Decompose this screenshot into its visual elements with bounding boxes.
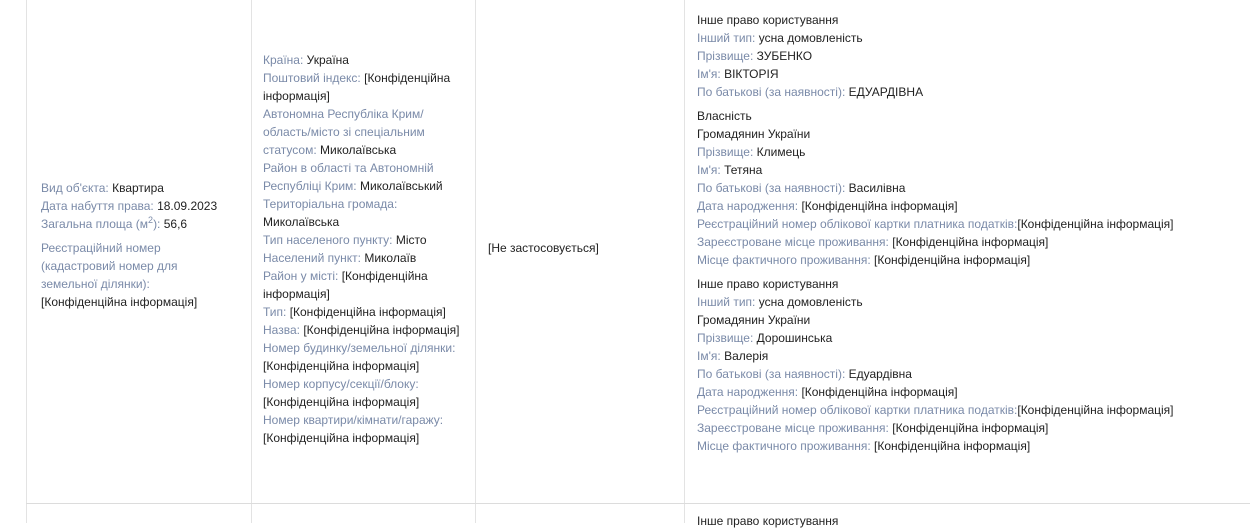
acquisition-date-row: [41, 197, 246, 215]
person-3-tax-label: Реєстраційний номер облікової картки платника податків:: [697, 403, 1018, 417]
person-2-name-label: Ім'я:: [697, 163, 721, 177]
object-info-cell: [41, 179, 246, 311]
city-district-value-cont: інформація]: [263, 287, 330, 301]
region-value: Миколаївська: [320, 143, 397, 157]
building-number-value: [Конфіденційна інформація]: [263, 359, 420, 373]
person-3-citizenship: Громадянин України: [697, 313, 811, 327]
district-label-1: Район в області та Автономній: [263, 161, 434, 175]
settlement-label: Населений пункт:: [263, 251, 361, 265]
person-3-actual-place-value: [Конфіденційна інформація]: [874, 439, 1031, 453]
not-applicable-cell: [488, 239, 599, 257]
person-3-surname-label: Прізвище:: [697, 331, 754, 345]
person-1-name-label: Ім'я:: [697, 67, 721, 81]
settlement-value: Миколаїв: [364, 251, 417, 265]
person-2-birth-label: Дата народження:: [697, 199, 799, 213]
person-2-patronymic-value: Василівна: [848, 181, 906, 195]
city-district-value: [Конфіденційна: [341, 269, 428, 283]
person-2-reg-place-value: [Конфіденційна інформація]: [892, 235, 1049, 249]
region-label-1: Автономна Республіка Крим/: [263, 107, 424, 121]
total-area-value: 56,6: [163, 217, 188, 231]
building-number-label: Номер будинку/земельної ділянки:: [263, 341, 456, 355]
person-3-name-value: Валерія: [724, 349, 769, 363]
object-type-row: [41, 179, 246, 197]
address-cell: [263, 51, 473, 447]
registration-number-label-1: Реєстраційний номер: [41, 241, 161, 255]
person-3-birth-label: Дата народження:: [697, 385, 799, 399]
person-2-citizenship: Громадянин України: [697, 127, 811, 141]
street-name-label: Назва:: [263, 323, 300, 337]
street-type-label: Тип:: [263, 305, 287, 319]
country-label: Країна:: [263, 53, 304, 67]
person-3-tax-value: [Конфіденційна інформація]: [1017, 403, 1174, 417]
district-label-2: Республіці Крим:: [263, 179, 357, 193]
settlement-type-label: Тип населеного пункту:: [263, 233, 393, 247]
object-type-label: Вид об'єкта:: [41, 181, 109, 195]
postal-code-value-cont: інформація]: [263, 89, 330, 103]
column-divider-1: [251, 0, 252, 523]
person-3-reg-place-value: [Конфіденційна інформація]: [892, 421, 1049, 435]
registration-number-label-3: земельної ділянки):: [41, 277, 150, 291]
person-2-patronymic-label: По батькові (за наявності):: [697, 181, 846, 195]
street-name-value: [Конфіденційна інформація]: [303, 323, 460, 337]
right-3-other-type-value: усна домовленість: [758, 295, 863, 309]
person-2-surname-value: Климець: [756, 145, 806, 159]
right-2-title: Власність: [697, 109, 752, 123]
country-value: Україна: [306, 53, 349, 67]
column-divider-2: [475, 0, 476, 523]
person-1-name-value: ВІКТОРІЯ: [724, 67, 779, 81]
person-1-surname-label: Прізвище:: [697, 49, 754, 63]
not-applicable-text: [Не застосовується]: [488, 241, 599, 255]
postal-code-label: Поштовий індекс:: [263, 71, 361, 85]
registration-number-label-2: (кадастровий номер для: [41, 259, 178, 273]
apartment-number-value: [Конфіденційна інформація]: [263, 431, 420, 445]
right-1-title: Інше право користування: [697, 13, 839, 27]
person-3-patronymic-label: По батькові (за наявності):: [697, 367, 846, 381]
right-1-other-type-value: усна домовленість: [758, 31, 863, 45]
column-divider-3: [684, 0, 685, 523]
person-3-actual-place-label: Місце фактичного проживання:: [697, 439, 871, 453]
person-2-actual-place-label: Місце фактичного проживання:: [697, 253, 871, 267]
person-2-tax-value: [Конфіденційна інформація]: [1017, 217, 1174, 231]
person-3-name-label: Ім'я:: [697, 349, 721, 363]
person-2-tax-label: Реєстраційний номер облікової картки платника податків:: [697, 217, 1018, 231]
right-3-other-type-label: Інший тип:: [697, 295, 756, 309]
region-label-3: статусом:: [263, 143, 317, 157]
acquisition-date-label: Дата набуття права:: [41, 199, 154, 213]
total-area-label: Загальна площа $(м^2)$:: [41, 215, 161, 231]
next-row-rights-cell: [697, 512, 838, 530]
table-border-left: [26, 0, 27, 523]
next-right-title: Інше право користування: [697, 514, 839, 528]
rights-cell: [697, 11, 1247, 455]
block-number-label: Номер корпусу/секції/блоку:: [263, 377, 419, 391]
region-label-2: область/місто зі спеціальним: [263, 125, 425, 139]
person-2-birth-value: [Конфіденційна інформація]: [801, 199, 958, 213]
community-value: Миколаївська: [263, 215, 340, 229]
district-value: Миколаївський: [359, 179, 443, 193]
postal-code-value: [Конфіденційна: [364, 71, 451, 85]
person-3-surname-value: Дорошинська: [756, 331, 833, 345]
registration-number-value: [Конфіденційна інформація]: [41, 295, 198, 309]
person-3-reg-place-label: Зареєстроване місце проживання:: [697, 421, 889, 435]
street-type-value: [Конфіденційна інформація]: [289, 305, 446, 319]
block-number-value: [Конфіденційна інформація]: [263, 395, 420, 409]
person-2-name-value: Тетяна: [724, 163, 763, 177]
community-label: Територіальна громада:: [263, 197, 398, 211]
person-1-patronymic-value: ЕДУАРДІВНА: [848, 85, 924, 99]
person-2-reg-place-label: Зареєстроване місце проживання:: [697, 235, 889, 249]
total-area-row: [41, 215, 246, 233]
person-3-birth-value: [Конфіденційна інформація]: [801, 385, 958, 399]
person-1-patronymic-label: По батькові (за наявності):: [697, 85, 846, 99]
settlement-type-value: Місто: [395, 233, 427, 247]
acquisition-date-value: 18.09.2023: [157, 199, 218, 213]
apartment-number-label: Номер квартири/кімнати/гаражу:: [263, 413, 444, 427]
person-1-surname-value: ЗУБЕНКО: [756, 49, 813, 63]
row-divider: [26, 503, 1250, 504]
right-3-title: Інше право користування: [697, 277, 839, 291]
city-district-label: Район у місті:: [263, 269, 339, 283]
person-3-patronymic-value: Едуардівна: [848, 367, 912, 381]
object-type-value: Квартира: [112, 181, 164, 195]
person-2-actual-place-value: [Конфіденційна інформація]: [874, 253, 1031, 267]
right-1-other-type-label: Інший тип:: [697, 31, 756, 45]
person-2-surname-label: Прізвище:: [697, 145, 754, 159]
